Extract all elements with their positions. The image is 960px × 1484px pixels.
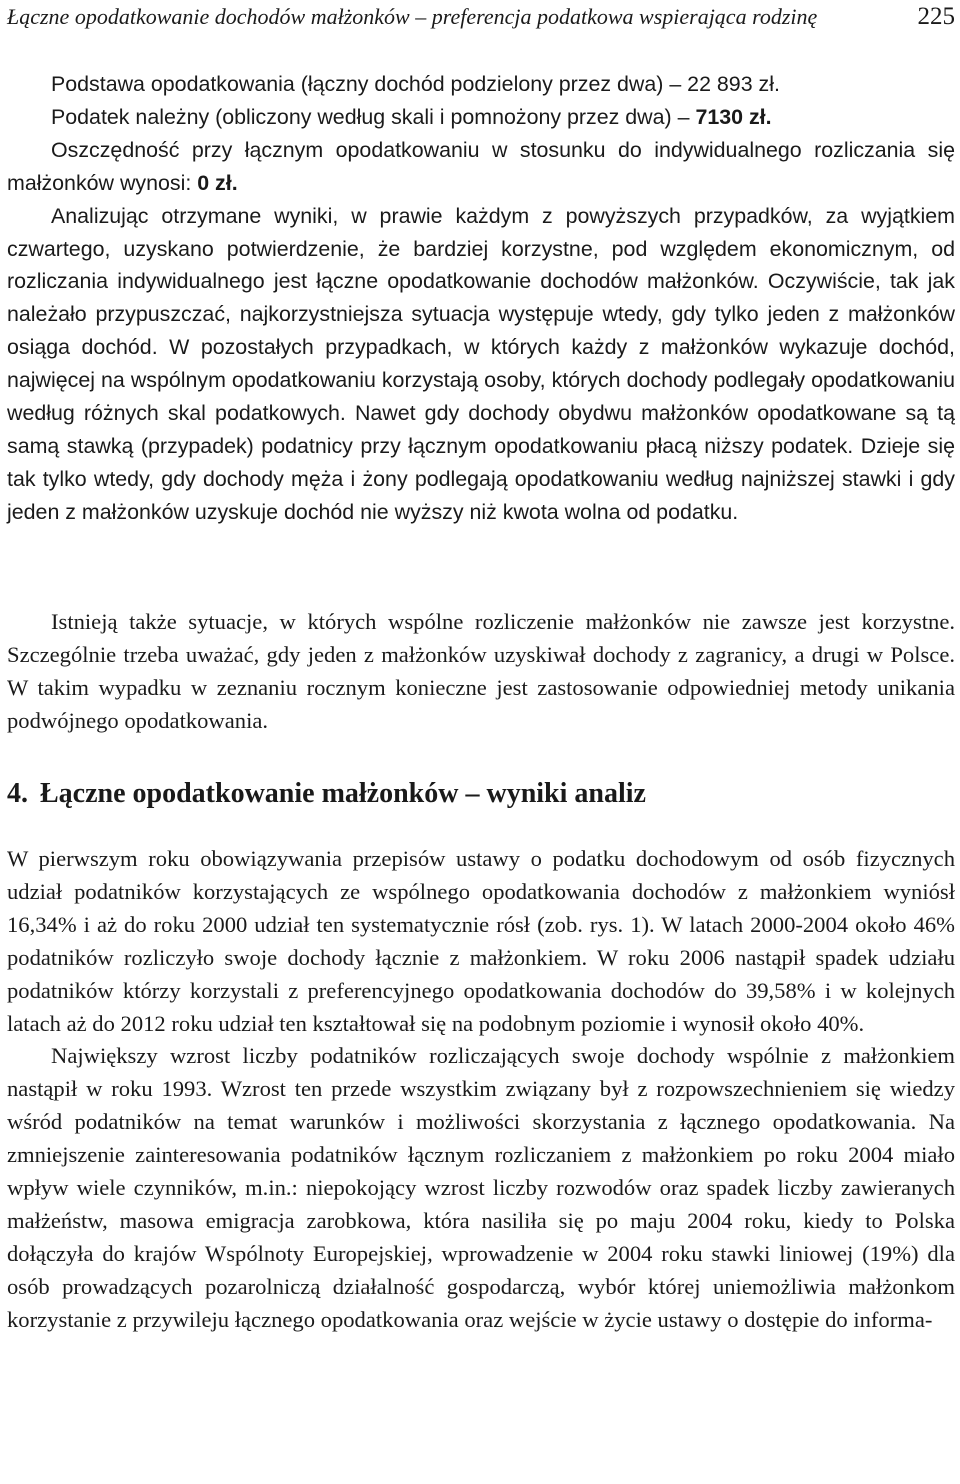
- savings-line: [7, 134, 955, 200]
- section-number: 4.: [7, 778, 28, 809]
- section-body: [7, 843, 955, 1337]
- section-heading: [7, 776, 646, 812]
- analysis-paragraph: Analizując otrzymane wyniki, w prawie każdym z powyższych przypadków, za wyjątkiem czwartego, uzyskano potwierdzenie, że bardziej korzystne, pod względem ekonomicznym, od rozliczania indywidualnego jest łączne opodatkowanie dochodów małżonków. Oczywiście, tak jak należało przypuszczać, najkorzystniejsza sytuacja występuje wtedy, gdy tylko jeden z małżonków osiąga dochód. W pozostałych przypadkach, w których każdy z małżonków wykazuje dochód, najwięcej na wspólnym opodatkowaniu korzystają osoby, których dochody podlegały opodatkowaniu według różnych skal podatkowych. Nawet gdy dochody obydwu małżonków opodatkowane są tą samą stawką (przypadek) podatnicy przy łącznym opodatkowaniu płacą niższy podatek. Dzieje się tak tylko wtedy, gdy dochody męża i żony podlegają opodatkowaniu według najniższej stawki i gdy jeden z małżonków uzyskuje dochód nie wyższy niż kwota wolna od podatku.: [7, 203, 955, 524]
- section-title: Łączne opodatkowanie małżonków – wyniki analiz: [40, 778, 646, 809]
- tax-due-line: [7, 101, 955, 134]
- tax-base-label: Podstawa opodatkowania (łączny dochód podzielony przez dwa) –: [51, 72, 688, 96]
- savings-label: Oszczędność przy łącznym opodatkowaniu w stosunku do indywidualnego rozliczania się małżonków wynosi:: [7, 137, 955, 195]
- section-paragraph-1: W pierwszym roku obowiązywania przepisów ustawy o podatku dochodowym od osób fizycznych udział podatników korzystających ze wspólnego opodatkowania dochodów z małżonkiem wyniósł 16,34% i aż do roku 2000 udział ten systematycznie rósł (zob. rys. 1). W latach 2000-2004 około 46% podatników rozliczyło swoje dochody łącznie z małżonkiem. W roku 2006 nastąpił spadek udziału podatników którzy korzystali z preferencyjnego opodatkowania dochodów do 39,58% i w kolejnych latach aż do 2012 roku udział ten kształtował się na podobnym poziomie i wynosił około 40%.: [7, 846, 955, 1036]
- page-number: 225: [917, 3, 955, 30]
- calculation-summary: [7, 68, 955, 529]
- section-paragraph-2: Największy wzrost liczby podatników rozliczających swoje dochody wspólnie z małżonkiem nastąpił w roku 1993. Wzrost ten przede wszystkim związany był z rozpowszechnieniem się wiedzy wśród podatników na temat warunków i możliwości skorzystania z łącznego opodatkowania. Na zmniejszenie zainteresowania podatników łącznym rozliczaniem z małżonkiem po roku 2004 miało wpływ wiele czynników, m.in.: niepokojący wzrost liczby rozwodów oraz spadek liczby zawieranych małżeństw, masowa emigracja zarobkowa, która nasiliła się po maju 2004 roku, kiedy to Polska dołączyła do krajów Wspólnoty Europejskiej, wprowadzenie w 2004 roku stawki liniowej (19%) dla osób prowadzących pozarolniczą działalność gospodarczą, wybór której uniemożliwia małżonkom korzystanie z przywileju łącznego opodatkowania oraz wejście w życie ustawy o dostępie do informa-: [7, 1043, 955, 1332]
- exceptions-block: [7, 606, 955, 738]
- tax-base-value: 22 893 zł.: [687, 72, 780, 96]
- exceptions-paragraph: Istnieją także sytuacje, w których wspólne rozliczenie małżonków nie zawsze jest korzystne. Szczególnie trzeba uważać, gdy jeden z małżonków uzyskiwał dochody z zagranicy, a drugi w Polsce. W takim wypadku w zeznaniu rocznym konieczne jest zastosowanie odpowiedniej metody unikania podwójnego opodatkowania.: [7, 609, 955, 733]
- tax-base-line: [7, 68, 955, 101]
- running-header: [7, 2, 955, 32]
- tax-due-label: Podatek należny (obliczony według skali i pomnożony przez dwa) –: [51, 104, 696, 129]
- tax-due-value: 7130 zł.: [695, 104, 772, 129]
- header-title: Łączne opodatkowanie dochodów małżonków – preferencja podatkowa wspierająca rodzinę: [7, 4, 818, 29]
- savings-value: 0 zł.: [197, 170, 238, 195]
